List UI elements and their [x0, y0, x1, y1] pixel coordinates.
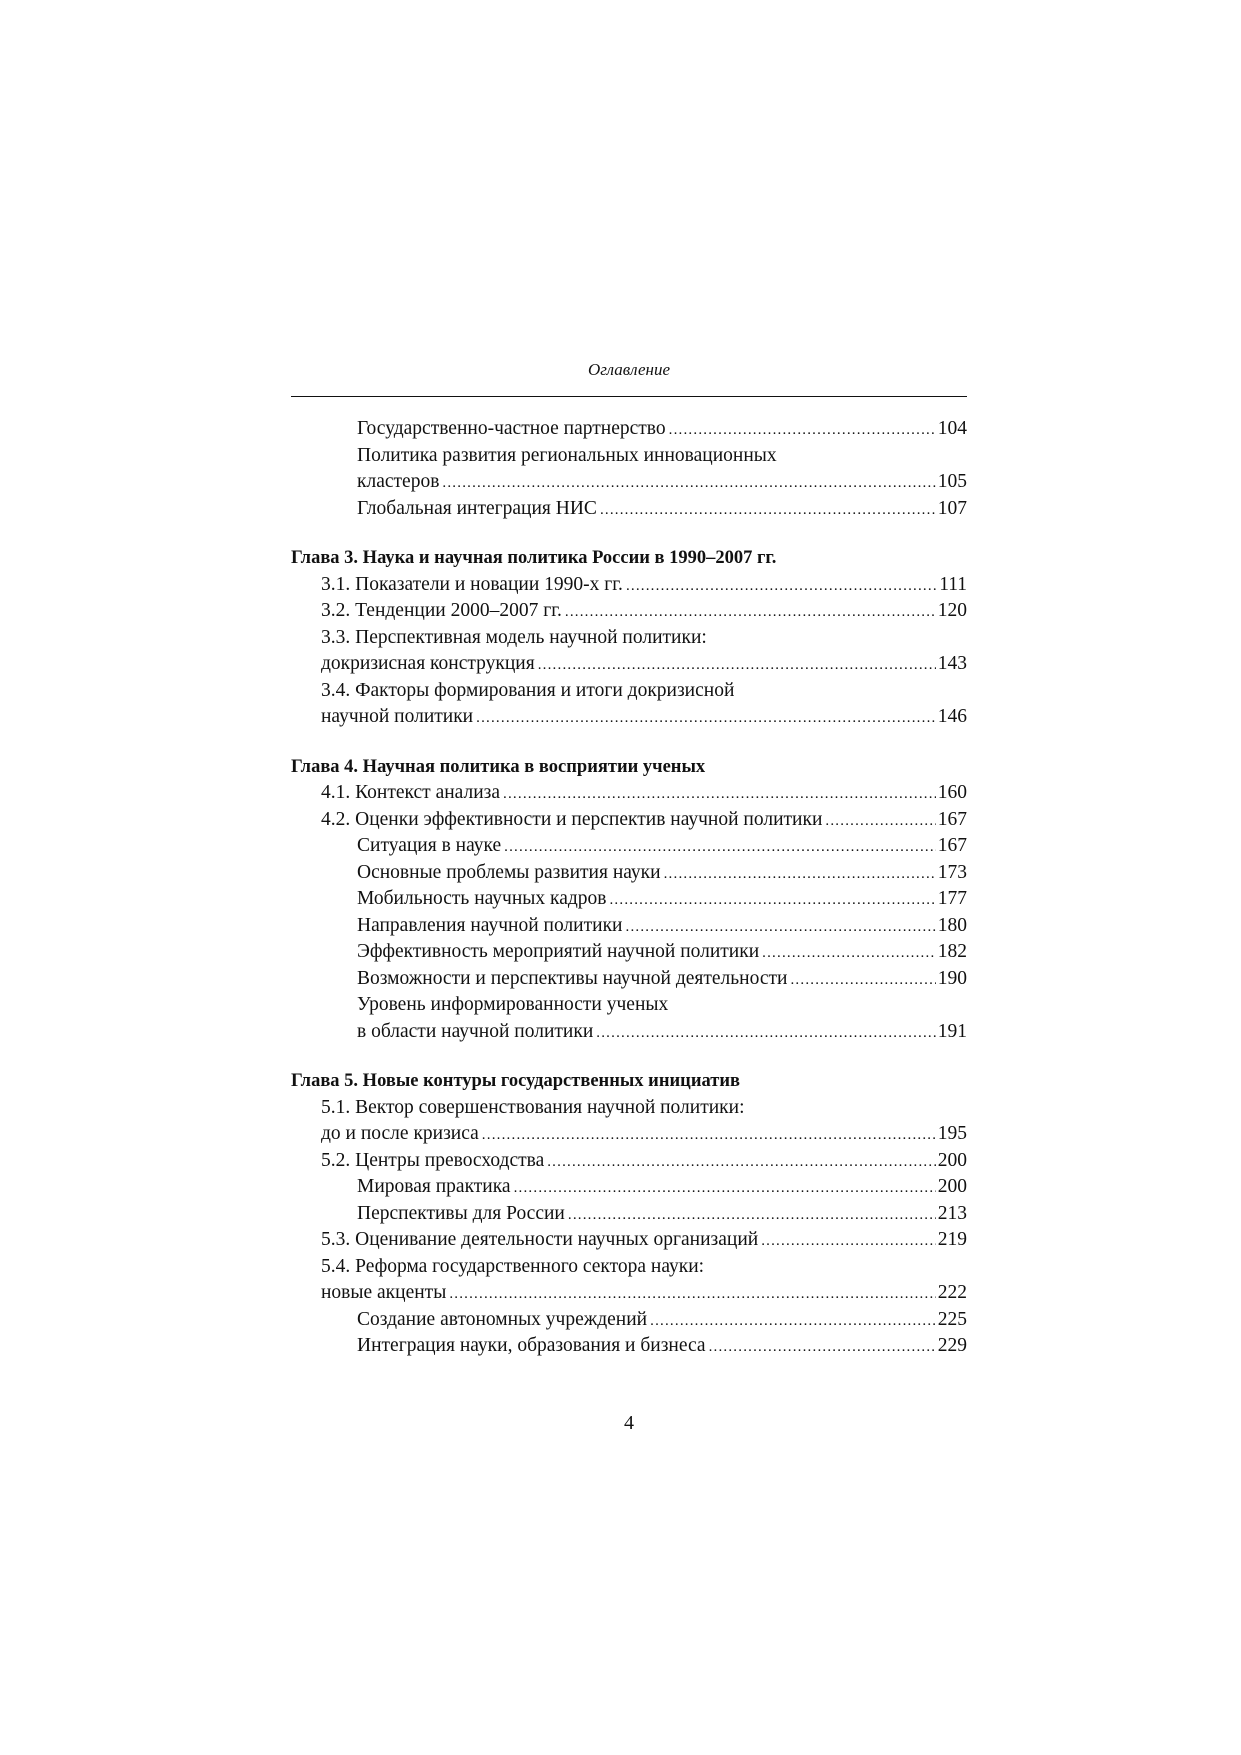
running-head: Оглавление [587, 360, 671, 379]
toc-entry-title: 5.2. Центры превосходства [321, 1149, 545, 1171]
toc-entry-title: новые акценты [321, 1282, 447, 1303]
toc-leader-dots [565, 599, 936, 626]
toc-leader-dots [538, 652, 936, 679]
toc-entry-title: до и после кризиса [321, 1123, 479, 1144]
toc-leader-dots [600, 497, 936, 524]
toc-page-number: 167 [937, 835, 967, 856]
toc-page-number: 213 [937, 1202, 967, 1224]
toc-entry-title: Интеграция науки, образования и бизнеса [357, 1335, 706, 1356]
toc-entry[interactable] [291, 886, 967, 913]
toc-leader-dots [626, 914, 936, 941]
toc-entry[interactable] [291, 496, 967, 523]
toc-entry-title: Ситуация в науке [357, 835, 502, 856]
toc-entry[interactable] [291, 651, 967, 678]
toc-leader-dots [596, 1020, 935, 1047]
toc-entry[interactable] [291, 1019, 967, 1046]
toc-leader-dots [825, 808, 935, 835]
toc-leader-dots [761, 1228, 936, 1255]
toc-entry[interactable] [291, 469, 967, 496]
toc-leader-dots [514, 1175, 936, 1202]
table-of-contents [291, 416, 967, 1360]
toc-entry-title: 5.3. Оценивание деятельности научных организаций [321, 1229, 759, 1250]
toc-entry[interactable] [291, 807, 967, 834]
toc-entry-title: 3.3. Перспективная модель научной политики: [321, 626, 707, 648]
toc-leader-dots [568, 1202, 936, 1229]
toc-entry-title: Государственно-частное партнерство [357, 418, 666, 439]
toc-entry-title: Создание автономных учреждений [357, 1308, 648, 1330]
toc-page-number: 177 [937, 888, 967, 909]
toc-entry[interactable] [291, 572, 967, 599]
toc-page-number: 111 [939, 573, 967, 595]
toc-leader-dots [664, 861, 936, 888]
toc-leader-dots [547, 1149, 936, 1176]
toc-page-number: 229 [937, 1335, 967, 1356]
toc-entry-title: 4.1. Контекст анализа [321, 782, 501, 803]
toc-entry[interactable] [291, 1227, 967, 1254]
toc-entry-title: Перспективы для России [357, 1202, 565, 1224]
toc-leader-dots [504, 834, 936, 861]
toc-page-number: 105 [937, 471, 967, 492]
toc-entry-title: 4.2. Оценки эффективности и перспектив научной политики [321, 808, 823, 830]
toc-entry[interactable] [291, 860, 967, 887]
toc-page-number: 120 [937, 600, 967, 621]
toc-page-number: 167 [937, 808, 967, 830]
toc-entry-title: 3.2. Тенденции 2000–2007 гг. [321, 600, 562, 621]
toc-entry-title: Глобальная интеграция НИС [357, 497, 597, 519]
toc-entry-title: Уровень информированности ученых [357, 994, 669, 1015]
toc-entry-title: кластеров [357, 471, 440, 492]
toc-entry[interactable] [291, 1307, 967, 1334]
toc-leader-dots [442, 470, 935, 497]
toc-entry[interactable] [291, 1201, 967, 1228]
toc-page-number: 160 [937, 782, 967, 803]
toc-entry[interactable] [291, 416, 967, 443]
header-rule [291, 396, 967, 397]
toc-entry-title: 3.4. Факторы формирования и итоги докризисной [321, 679, 735, 701]
toc-page-number: 146 [937, 706, 967, 727]
toc-leader-dots [482, 1122, 936, 1149]
toc-page-number: 190 [937, 967, 967, 989]
toc-leader-dots [476, 705, 936, 732]
toc-entry-title: в области научной политики [357, 1020, 594, 1042]
toc-leader-dots [609, 887, 935, 914]
toc-leader-dots [503, 781, 936, 808]
page-number: 4 [624, 1412, 634, 1434]
toc-entry[interactable] [291, 966, 967, 993]
toc-entry-title: Политика развития региональных инновационных [357, 444, 777, 466]
chapter-heading[interactable]: Глава 5. Новые контуры государственных инициатив [291, 1071, 740, 1091]
toc-page-number: 182 [937, 941, 967, 962]
toc-entry-title: 3.1. Показатели и новации 1990-х гг. [321, 573, 623, 595]
toc-entry[interactable] [291, 625, 967, 652]
toc-entry[interactable] [291, 1280, 967, 1307]
toc-entry-title: 5.1. Вектор совершенствования научной политики: [321, 1096, 745, 1118]
toc-entry[interactable] [291, 1174, 967, 1201]
toc-page-number: 200 [937, 1149, 967, 1171]
toc-page-number: 191 [937, 1020, 967, 1042]
toc-entry[interactable] [291, 913, 967, 940]
toc-leader-dots [449, 1281, 935, 1308]
toc-leader-dots [790, 967, 935, 994]
toc-entry-title: Возможности и перспективы научной деятельности [357, 967, 788, 989]
chapter-heading[interactable]: Глава 4. Научная политика в восприятии ученых [291, 756, 706, 777]
toc-entry[interactable] [291, 1333, 967, 1360]
toc-entry[interactable] [291, 1148, 967, 1175]
toc-leader-dots [650, 1308, 936, 1335]
toc-entry-title: 5.4. Реформа государственного сектора науки: [321, 1255, 705, 1277]
toc-entry-title: Эффективность мероприятий научной политики [357, 941, 760, 962]
toc-entry-title: Мобильность научных кадров [357, 888, 607, 909]
toc-page-number: 107 [937, 497, 967, 519]
chapter-heading[interactable]: Глава 3. Наука и научная политика России в 1990–2007 гг. [291, 548, 777, 568]
toc-entry[interactable] [291, 1121, 967, 1148]
toc-entry-title: Мировая практика [357, 1176, 511, 1197]
toc-entry[interactable] [291, 1254, 967, 1281]
toc-page-number: 104 [937, 418, 967, 439]
toc-page-number: 173 [937, 861, 967, 883]
toc-page-number: 225 [937, 1308, 967, 1330]
toc-entry-title: научной политики [321, 706, 474, 727]
toc-entry[interactable] [291, 678, 967, 705]
toc-entry[interactable] [291, 1095, 967, 1122]
toc-page-number: 180 [937, 914, 967, 936]
toc-entry-title: Направления научной политики [357, 914, 623, 936]
toc-leader-dots [669, 417, 936, 444]
toc-page-number: 195 [937, 1123, 967, 1144]
toc-entry-title: докризисная конструкция [321, 653, 535, 674]
toc-entry[interactable] [291, 992, 967, 1019]
toc-page-number: 222 [937, 1282, 967, 1303]
toc-page-number: 219 [937, 1229, 967, 1250]
toc-entry[interactable] [291, 939, 967, 966]
toc-entry[interactable] [291, 833, 967, 860]
toc-entry[interactable] [291, 598, 967, 625]
toc-leader-dots [709, 1334, 936, 1361]
toc-entry[interactable] [291, 780, 967, 807]
toc-page-number: 200 [937, 1176, 967, 1197]
toc-entry[interactable] [291, 704, 967, 731]
toc-leader-dots [762, 940, 936, 967]
toc-entry-title: Основные проблемы развития науки [357, 861, 661, 883]
toc-leader-dots [626, 573, 937, 600]
toc-entry[interactable] [291, 443, 967, 470]
toc-page-number: 143 [937, 653, 967, 674]
